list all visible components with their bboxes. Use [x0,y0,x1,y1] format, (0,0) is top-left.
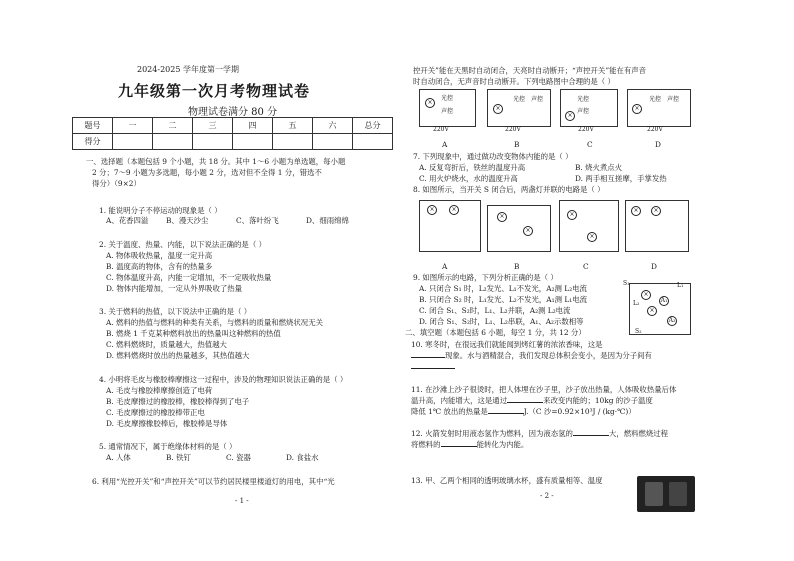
lamp-icon: × [641,290,651,300]
question-1-stem: 1. 能说明分子不停运动的现象是（ ） [99,206,222,215]
question-4-stem: 4. 小明将毛皮与橡胶棒摩擦这一过程中，涉及的物理知识说法正确的是（ ） [99,375,348,384]
option[interactable]: A. 物体吸收热量，温度一定升高 [106,251,213,260]
option[interactable]: A. 反复弯折后，铁丝的温度升高 [419,163,526,172]
option[interactable]: D、细雨绵绵 [306,216,349,225]
section1-line2: 2 分；7～9 小题为多选题，每小题 2 分，选对但不全得 1 分，错选不 [92,168,322,177]
lamp-label: L₁ [677,282,684,289]
option[interactable]: C. 用火炉烧水，水的温度升高 [419,174,518,183]
option[interactable]: D [651,262,657,271]
circuit-option-label[interactable]: C [587,140,593,149]
question-12-text: 大，燃料燃烧过程 [608,429,669,438]
option[interactable]: B. 毛皮摩擦过的橡胶棒，橡胶棒得到了电子 [106,397,250,406]
option[interactable]: C. 瓷器 [226,453,251,462]
score-table [72,117,393,150]
circuit-option-label[interactable]: D [655,140,661,149]
page-right [397,0,794,561]
answer-blank[interactable] [411,368,455,369]
lamp-icon: × [587,232,597,242]
voltage-label: 220V [433,126,449,133]
section2-heading: 二、填空题（本题包括 6 小题，每空 1 分，共 12 分） [405,328,586,337]
lamp-icon: × [427,205,437,215]
option[interactable]: B. 温度高的物体，含有的热量多 [106,262,213,271]
option[interactable]: D. 两手相互搓摩，手掌发热 [575,174,667,183]
lamp-icon: × [449,205,459,215]
score-input-cell[interactable] [113,134,153,150]
question-11-line3 [411,407,636,417]
question-12-line1 [411,429,668,439]
ammeter-icon: A₁ [660,297,668,304]
option[interactable]: C. 闭合 S₁、S₂时，L₁、L₂并联，A₂测 L₂电流 [419,306,571,315]
circuit-wire [559,200,619,252]
question-6-continued: 时自动闭合，无声音时自动断开。下列电路图中合理的是（ ） [413,77,615,86]
section1-line3: 得分）（9×2） [92,179,141,188]
voltage-label: 220V [505,126,521,133]
option[interactable]: B. 燃烧 1 千克某种燃料放出的热量叫这种燃料的热值 [106,329,281,338]
question-6-stem: 6. 利用“光控开关”和“声控开关”可以节约居民楼里楼道灯的用电，其中“光 [92,477,335,486]
lamp-icon: × [425,98,435,108]
question-11-text: J.（C 沙=0.92×10³J / (kg·℃)） [523,407,636,416]
answer-blank[interactable] [507,402,543,403]
option[interactable]: D. 燃料燃烧时放出的热量越多，其热值越大 [106,351,250,360]
switch-label: 声控 [667,96,680,103]
switch-label: 光控 [649,96,662,103]
lamp-icon: × [632,104,642,114]
question-11-text: 降低 1℃ 放出的热量是 [411,407,488,416]
answer-blank[interactable] [488,413,524,414]
page-number: - 2 - [540,492,554,500]
full-score-subtitle: 物理试卷满分 80 分 [188,107,278,118]
question-11-text: 来改变内能的；10kg 的沙子温度 [543,396,653,405]
lamp-icon: × [647,306,657,316]
question-12-line2 [411,440,528,450]
question-11-line2 [411,396,653,406]
question-12-text: 能转化为内能。 [476,440,529,449]
voltage-label: 220V [647,126,663,133]
question-3-stem: 3. 关于燃料的热值，以下说法中正确的是（ ） [99,307,252,316]
option[interactable]: A. 毛皮与橡胶棒摩擦创造了电荷 [106,386,213,395]
option[interactable]: A. 人体 [106,453,131,462]
question-12-text: 将燃料的 [411,440,441,449]
option[interactable]: C. 燃料燃烧时，质量越大，热值越大 [106,340,227,349]
lamp-icon: × [631,206,641,216]
lamp-icon: × [651,206,661,216]
score-cell: 得分 [73,134,113,150]
option[interactable]: D. 物体内能增加，一定从外界吸收了热量 [106,284,243,293]
option[interactable]: C. 物体温度升高，内能一定增加，不一定吸收热量 [106,273,272,282]
option[interactable]: A、花香四溢 [106,216,149,225]
lamp-icon: × [523,226,533,236]
page-title: 九年级第一次月考物理试卷 [118,82,311,100]
option[interactable]: B. 铁钉 [166,453,191,462]
page-number: - 1 - [235,497,249,505]
lamp-icon: × [493,104,503,114]
question-13-stem: 13. 甲、乙两个相同的透明玻璃水杯，盛有质量相等、温度 [411,476,603,485]
switch-label: 光控 [577,96,590,103]
question-7-stem: 7. 下列现象中，通过做功改变物体内能的是（ ） [413,152,573,161]
option[interactable]: A. 燃料的热值与燃料的种类有关系，与燃料的质量和燃烧状况无关 [106,318,323,327]
lamp-icon: × [497,212,507,222]
option[interactable]: B、漫天沙尘 [166,216,209,225]
question-10-line1: 10. 寒冬时，在很远我们就能闻到烤红薯的浓浓香味，这是 [411,340,603,349]
option[interactable]: B. 只闭合 S₂ 时，L₁发光、L₂不发光，A₁测 L₁电流 [419,295,587,304]
voltage-label: 220V [578,126,594,133]
question-9-stem: 9. 如图所示的电路，下列分析正确的是（ ） [413,273,558,282]
score-cell: 六 [313,118,353,134]
score-input-cell[interactable] [353,134,393,150]
lamp-icon: × [565,111,575,121]
section1-heading: 一、选择题（本题包括 9 个小题，共 18 分。其中 1～6 小题为单选题，每小题 [86,157,346,166]
circuit-option-label[interactable]: B [514,140,520,149]
question-12-text: 12. 火箭发射时用液态氢作为燃料，因为液态氢的 [411,429,573,438]
option[interactable]: C. 毛皮摩擦过的橡胶棒带正电 [106,408,205,417]
lamp-icon: × [567,210,577,220]
score-cell: 三 [193,118,233,134]
score-table-row [73,118,393,134]
score-cell: 一 [113,118,153,134]
score-cell: 总分 [353,118,393,134]
option[interactable]: D. 食盐水 [286,453,319,462]
switch-label: S₂ [635,328,642,335]
cup-icon [669,482,687,506]
score-input-cell[interactable] [273,134,313,150]
lamp-label: L₂ [633,300,640,307]
ammeter-icon: A₂ [668,317,676,324]
option[interactable]: C [583,262,589,271]
switch-label: 声控 [531,96,544,103]
question-10-line3 [411,362,455,372]
option[interactable]: B [514,262,520,271]
score-input-cell[interactable] [313,134,353,150]
answer-blank[interactable] [441,446,477,447]
score-table-row [73,134,393,150]
circuit-wire [487,205,551,252]
question-11-text: 温升高，内能增大，这是通过 [411,396,508,405]
score-cell: 四 [233,118,273,134]
question-2-stem: 2. 关于温度、热量、内能，以下说法正确的是（ ） [99,240,266,249]
score-input-cell[interactable] [193,134,233,150]
cups-photo [637,476,695,512]
switch-label: S₁ [623,280,630,287]
question-5-stem: 5. 通常情况下，属于绝缘体材料的是（ ） [99,442,237,451]
score-input-cell[interactable] [153,134,193,150]
score-cell: 二 [153,118,193,134]
term-header: 2024-2025 学年度第一学期 [137,65,239,74]
question-10-text: 现象。水与酒精混合，我们发现总体积会变小，是因为分子间有 [445,351,652,360]
cup-icon [645,482,663,506]
answer-blank[interactable] [573,435,609,436]
option[interactable]: A. 只闭合 S₁ 时，L₂发光、L₁不发光，A₂测 L₂电流 [419,284,587,293]
option[interactable]: B. 烧火煮点火 [575,163,623,172]
switch-label: 光控 [441,95,454,102]
question-8-stem: 8. 如图所示，当开关 S 闭合后，两盏灯并联的电路是（ ） [413,185,605,194]
answer-blank[interactable] [411,357,445,358]
switch-label: 声控 [577,108,590,115]
score-cell: 题号 [73,118,113,134]
score-input-cell[interactable] [233,134,273,150]
question-10-line2 [411,351,652,361]
option[interactable]: D. 毛皮摩擦橡胶棒后，橡胶棒是导体 [106,419,228,428]
question-11-line1: 11. 在沙滩上沙子很烫时，把人体埋在沙子里，沙子放出热量，人体吸收热量后体 [411,385,677,394]
option[interactable]: D. 闭合 S₁、S₂时，L₁、L₂串联，A₁、A₂示数相等 [419,317,584,326]
option[interactable]: C、落叶纷飞 [236,216,279,225]
switch-label: 声控 [441,108,454,115]
switch-label: 光控 [513,96,526,103]
circuit-option-label[interactable]: A [442,140,448,149]
option[interactable]: A [442,262,448,271]
question-6-continued: 控开关”能在天黑时自动闭合，天亮时自动断开；“声控开关”能在有声音 [413,66,647,75]
score-cell: 五 [273,118,313,134]
